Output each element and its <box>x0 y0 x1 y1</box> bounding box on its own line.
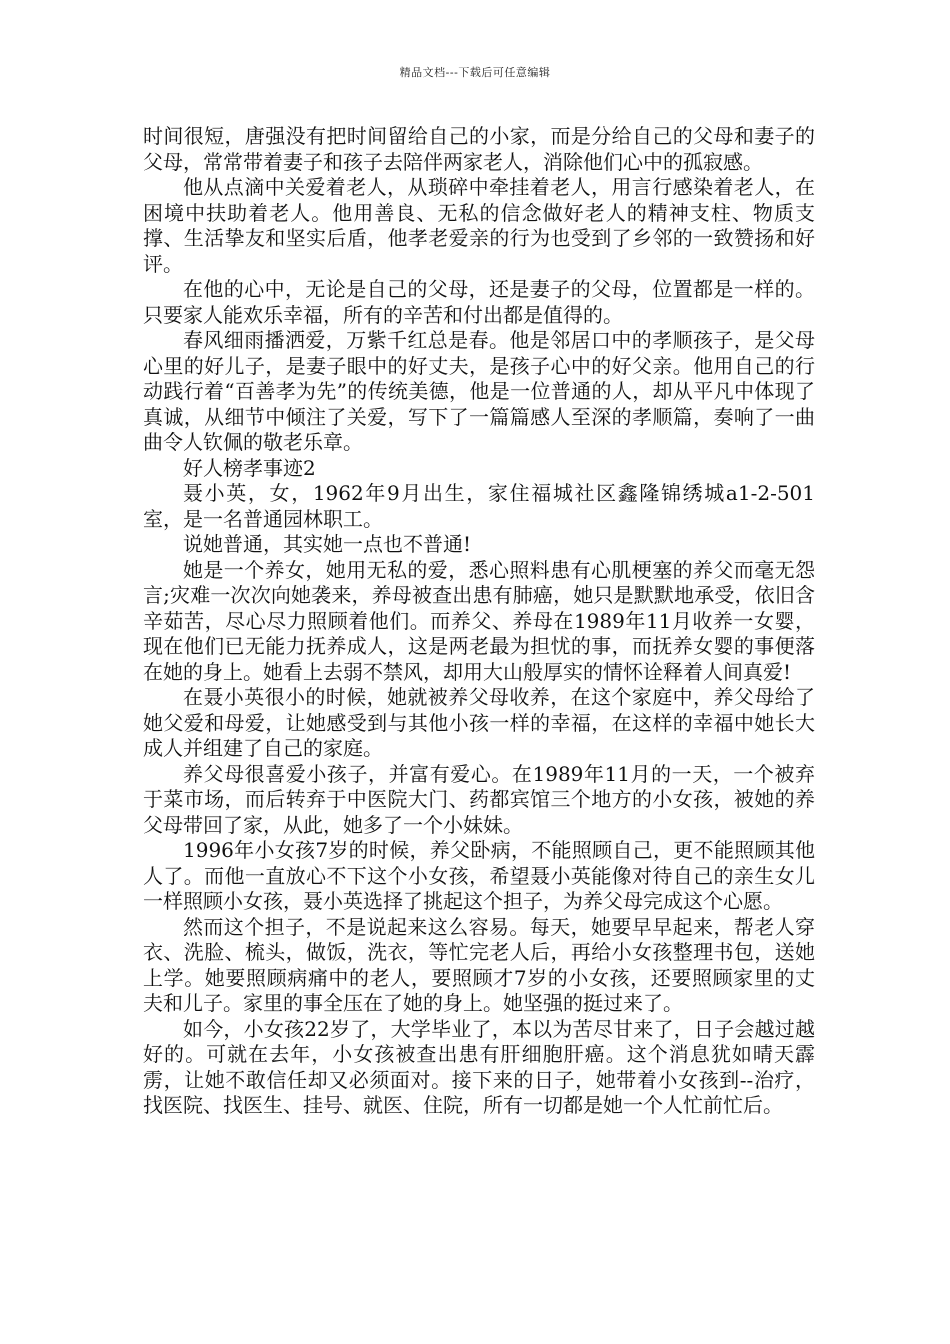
paragraph: 她是一个养女，她用无私的爱，悉心照料患有心肌梗塞的养父而毫无怨言;灾难一次次向她袭来，养母被查出患有肺癌，她只是默默地承受，依旧含辛茹苦，尽心尽力照顾着他们。而养父、养母在1989年11月收养一女婴，现在他们已无能力抚养成人，这是两老最为担忧的事，而抚养女婴的事便落在她的身上。她看上去弱不禁风，却用大山般厚实的情怀诠释着人间真爱! <box>143 557 815 684</box>
paragraph: 然而这个担子，不是说起来这么容易。每天，她要早早起来，帮老人穿衣、洗脸、梳头，做饭，洗衣，等忙完老人后，再给小女孩整理书包，送她上学。她要照顾病痛中的老人，要照顾才7岁的小女孩，还要照顾家里的丈夫和儿子。家里的事全压在了她的身上。她坚强的挺过来了。 <box>143 914 815 1015</box>
paragraph: 春风细雨播洒爱，万紫千红总是春。他是邻居口中的孝顺孩子，是父母心里的好儿子，是妻子眼中的好丈夫，是孩子心中的好父亲。他用自己的行动践行着“百善孝为先”的传统美德，他是一位普通的人，却从平凡中体现了真诚，从细节中倾注了关爱，写下了一篇篇感人至深的孝顺篇，奏响了一曲曲令人钦佩的敬老乐章。 <box>143 328 815 454</box>
paragraph: 在他的心中，无论是自己的父母，还是妻子的父母，位置都是一样的。只要家人能欢乐幸福，所有的辛苦和付出都是值得的。 <box>143 277 815 327</box>
section-title: 好人榜孝事迹2 <box>183 455 316 480</box>
document-body <box>143 124 815 1119</box>
paragraph: 说她普通，其实她一点也不普通! <box>183 532 472 556</box>
paragraph: 如今，小女孩22岁了，大学毕业了，本以为苦尽甘来了，日子会越过越好的。可就在去年，小女孩被查出患有肝细胞肝癌。这个消息犹如晴天霹雳，让她不敢信任却又必须面对。接下来的日子，她带着小女孩到--治疗，找医院、找医生、挂号、就医、住院，所有一切都是她一个人忙前忙后。 <box>143 1016 815 1117</box>
paragraph: 聂小英，女，1962年9月出生，家住福城社区鑫隆锦绣城a1-2-501室，是一名普通园林职工。 <box>143 481 815 531</box>
page-header: 精品文档---下载后可任意编辑 <box>399 66 551 79</box>
paragraph: 在聂小英很小的时候，她就被养父母收养，在这个家庭中，养父母给了她父爱和母爱，让她感受到与其他小孩一样的幸福，在这样的幸福中她长大成人并组建了自己的家庭。 <box>143 685 815 760</box>
paragraph: 时间很短，唐强没有把时间留给自己的小家，而是分给自己的父母和妻子的父母，常常带着妻子和孩子去陪伴两家老人，消除他们心中的孤寂感。 <box>143 124 815 174</box>
paragraph: 他从点滴中关爱着老人，从琐碎中牵挂着老人，用言行感染着老人，在困境中扶助着老人。他用善良、无私的信念做好老人的精神支柱、物质支撑、生活挚友和坚实后盾，他孝老爱亲的行为也受到了乡邻的一致赞扬和好评。 <box>143 175 815 276</box>
paragraph: 养父母很喜爱小孩子，并富有爱心。在1989年11月的一天，一个被弃于菜市场，而后转弃于中医院大门、药都宾馆三个地方的小女孩，被她的养父母带回了家，从此，她多了一个小妹妹。 <box>143 761 815 837</box>
paragraph: 1996年小女孩7岁的时候，养父卧病，不能照顾自己，更不能照顾其他人了。而他一直放心不下这个小女孩，希望聂小英能像对待自己的亲生女儿一样照顾小女孩，聂小英选择了挑起这个担子，为养父母完成这个心愿。 <box>143 838 815 913</box>
